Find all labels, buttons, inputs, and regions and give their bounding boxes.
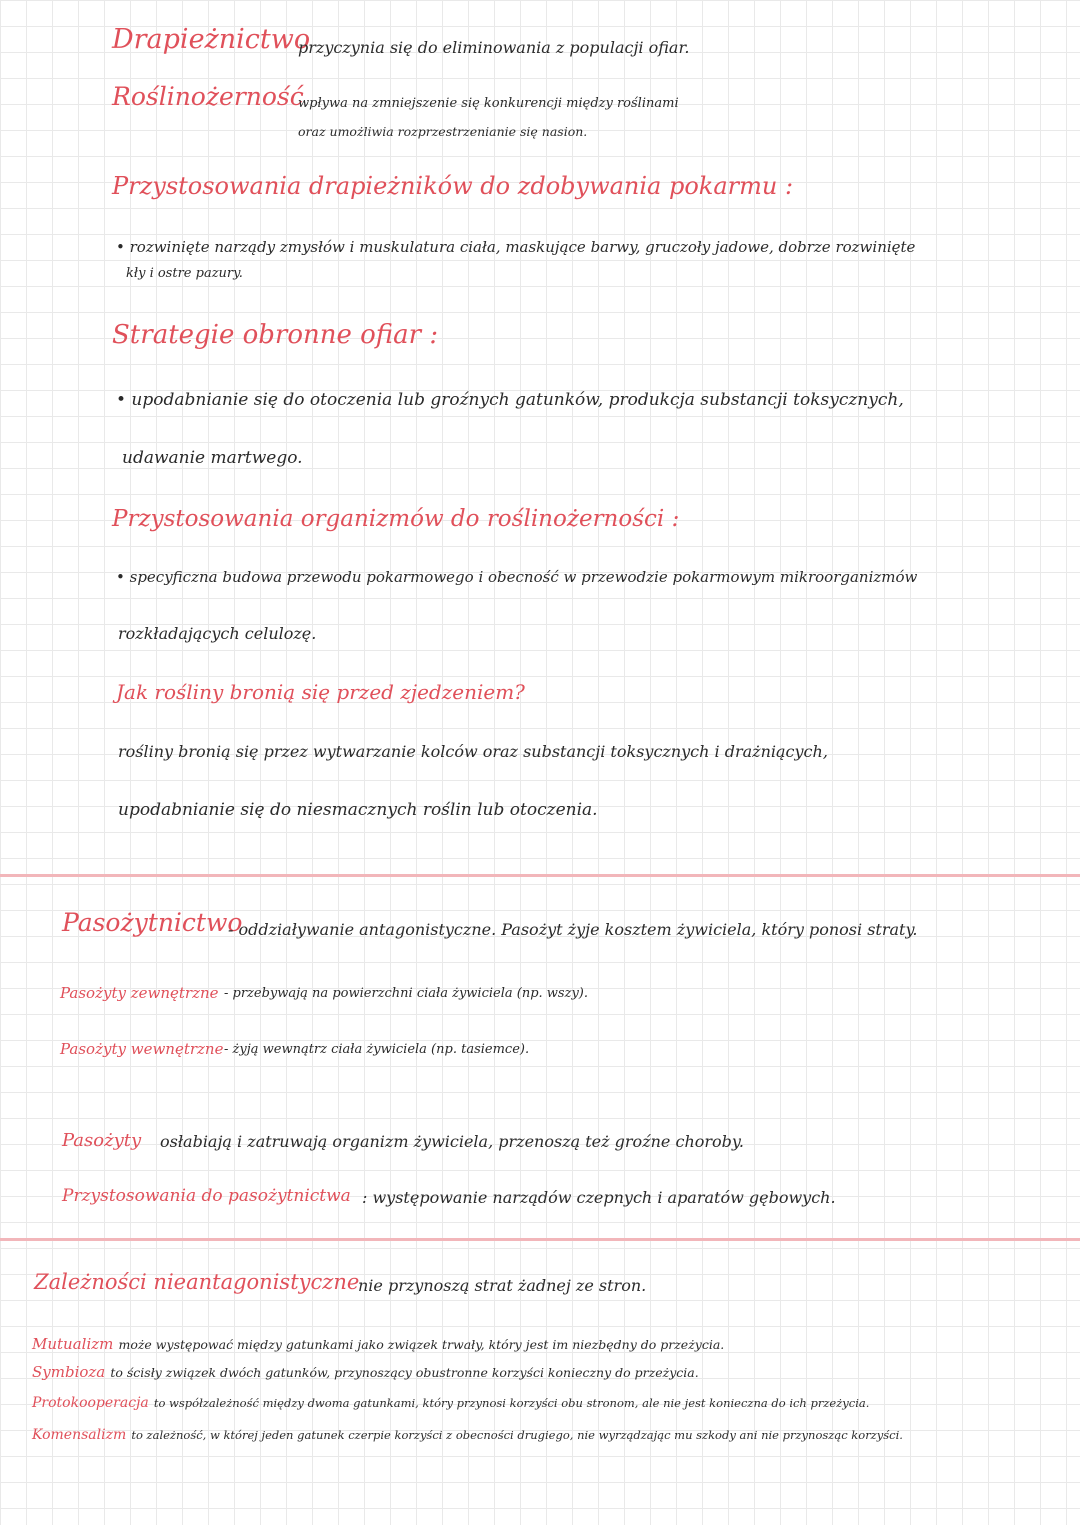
term-mutualizm: Mutualizm xyxy=(32,1335,114,1353)
desc-drapieznictwo: przyczynia się do eliminowania z populacji ofiar. xyxy=(298,38,690,57)
desc-komensalizm: to zależność, w której jeden gatunek czerpie korzyści z obecności drugiego, nie wyrządzając mu szkody ani nie przynosząc korzyści. xyxy=(131,1428,903,1442)
row-mutualizm xyxy=(32,1334,724,1353)
text-roslinozernosci-2: rozkładających celulozę. xyxy=(118,624,317,643)
desc-protokooperacja: to współzależność między dwoma gatunkami, który przynosi korzyści obu stronom, ale nie jest konieczna do ich przeżycia. xyxy=(153,1396,870,1410)
desc-zaleznosci: nie przynoszą strat żadnej ze stron. xyxy=(358,1276,647,1295)
heading-przystosowania-drapieznikow: Przystosowania drapieżników do zdobywania pokarmu : xyxy=(112,172,794,200)
term-przystosowania-pasozytnictwa: Przystosowania do pasożytnictwa xyxy=(62,1186,351,1206)
desc-mutualizm: może występować między gatunkami jako związek trwały, który jest im niezbędny do przeżycia. xyxy=(118,1337,725,1352)
desc-pasozyty-zewnetrzne: - przebywają na powierzchni ciała żywiciela (np. wszy). xyxy=(224,986,588,1001)
desc-symbioza: to ścisły związek dwóch gatunków, przynoszący obustronne korzyści konieczny do przeżycia. xyxy=(110,1365,699,1380)
text-drapieznikow-1: • rozwinięte narządy zmysłów i muskulatura ciała, maskujące barwy, gruczoły jadowe, dobrze rozwinięte xyxy=(116,238,916,256)
text-strategie-1: • upodabnianie się do otoczenia lub groźnych gatunków, produkcja substancji toksycznych, xyxy=(116,390,904,410)
term-komensalizm: Komensalizm xyxy=(32,1427,127,1443)
term-protokooperacja: Protokooperacja xyxy=(32,1395,149,1411)
term-symbioza: Symbioza xyxy=(32,1363,106,1381)
term-pasozytnictwo: Pasożytnictwo xyxy=(62,908,243,937)
term-roslinozernosc: Roślinożerność xyxy=(112,82,304,111)
desc-pasozyty-wewnetrzne: - żyją wewnątrz ciała żywiciela (np. tasiemce). xyxy=(224,1042,530,1057)
desc-roslinozernosc-2: oraz umożliwia rozprzestrzenianie się nasion. xyxy=(298,124,588,139)
desc-pasozytnictwo: - oddziaływanie antagonistyczne. Pasożyt żyje kosztem żywiciela, który ponosi straty. xyxy=(228,920,918,939)
row-protokooperacja xyxy=(32,1392,869,1411)
text-roslinozernosci-1: • specyficzna budowa przewodu pokarmowego i obecność w przewodzie pokarmowym mikroorganizmów xyxy=(116,568,918,586)
term-pasozyty-zewnetrzne: Pasożyty zewnętrzne xyxy=(60,984,219,1002)
term-drapieznictwo: Drapieżnictwo xyxy=(112,24,311,55)
text-drapieznikow-2: kły i ostre pazury. xyxy=(126,266,243,281)
separator-2 xyxy=(0,1238,1080,1241)
text-rosliny-2: upodabnianie się do niesmacznych roślin lub otoczenia. xyxy=(118,800,598,820)
term-zaleznosci: Zależności nieantagonistyczne xyxy=(34,1270,360,1294)
row-komensalizm xyxy=(32,1424,903,1443)
text-rosliny-1: rośliny bronią się przez wytwarzanie kolców oraz substancji toksycznych i drażniących, xyxy=(118,742,828,761)
term-pasozyty: Pasożyty xyxy=(62,1130,142,1151)
row-symbioza xyxy=(32,1362,699,1381)
desc-roslinozernosc-1: wpływa na zmniejszenie się konkurencji między roślinami xyxy=(298,96,679,111)
separator-1 xyxy=(0,874,1080,877)
term-pasozyty-wewnetrzne: Pasożyty wewnętrzne xyxy=(60,1040,224,1058)
desc-pasozyty: osłabiają i zatruwają organizm żywiciela, przenoszą też groźne choroby. xyxy=(160,1132,744,1151)
text-strategie-2: udawanie martwego. xyxy=(122,448,303,468)
heading-przystosowania-roslinozernosci: Przystosowania organizmów do roślinożerności : xyxy=(112,506,680,532)
desc-przystosowania-pasozytnictwa: : występowanie narządów czepnych i aparatów gębowych. xyxy=(362,1188,836,1207)
heading-rosliny: Jak rośliny bronią się przed zjedzeniem? xyxy=(116,680,525,704)
heading-strategie-obronne: Strategie obronne ofiar : xyxy=(112,320,439,350)
